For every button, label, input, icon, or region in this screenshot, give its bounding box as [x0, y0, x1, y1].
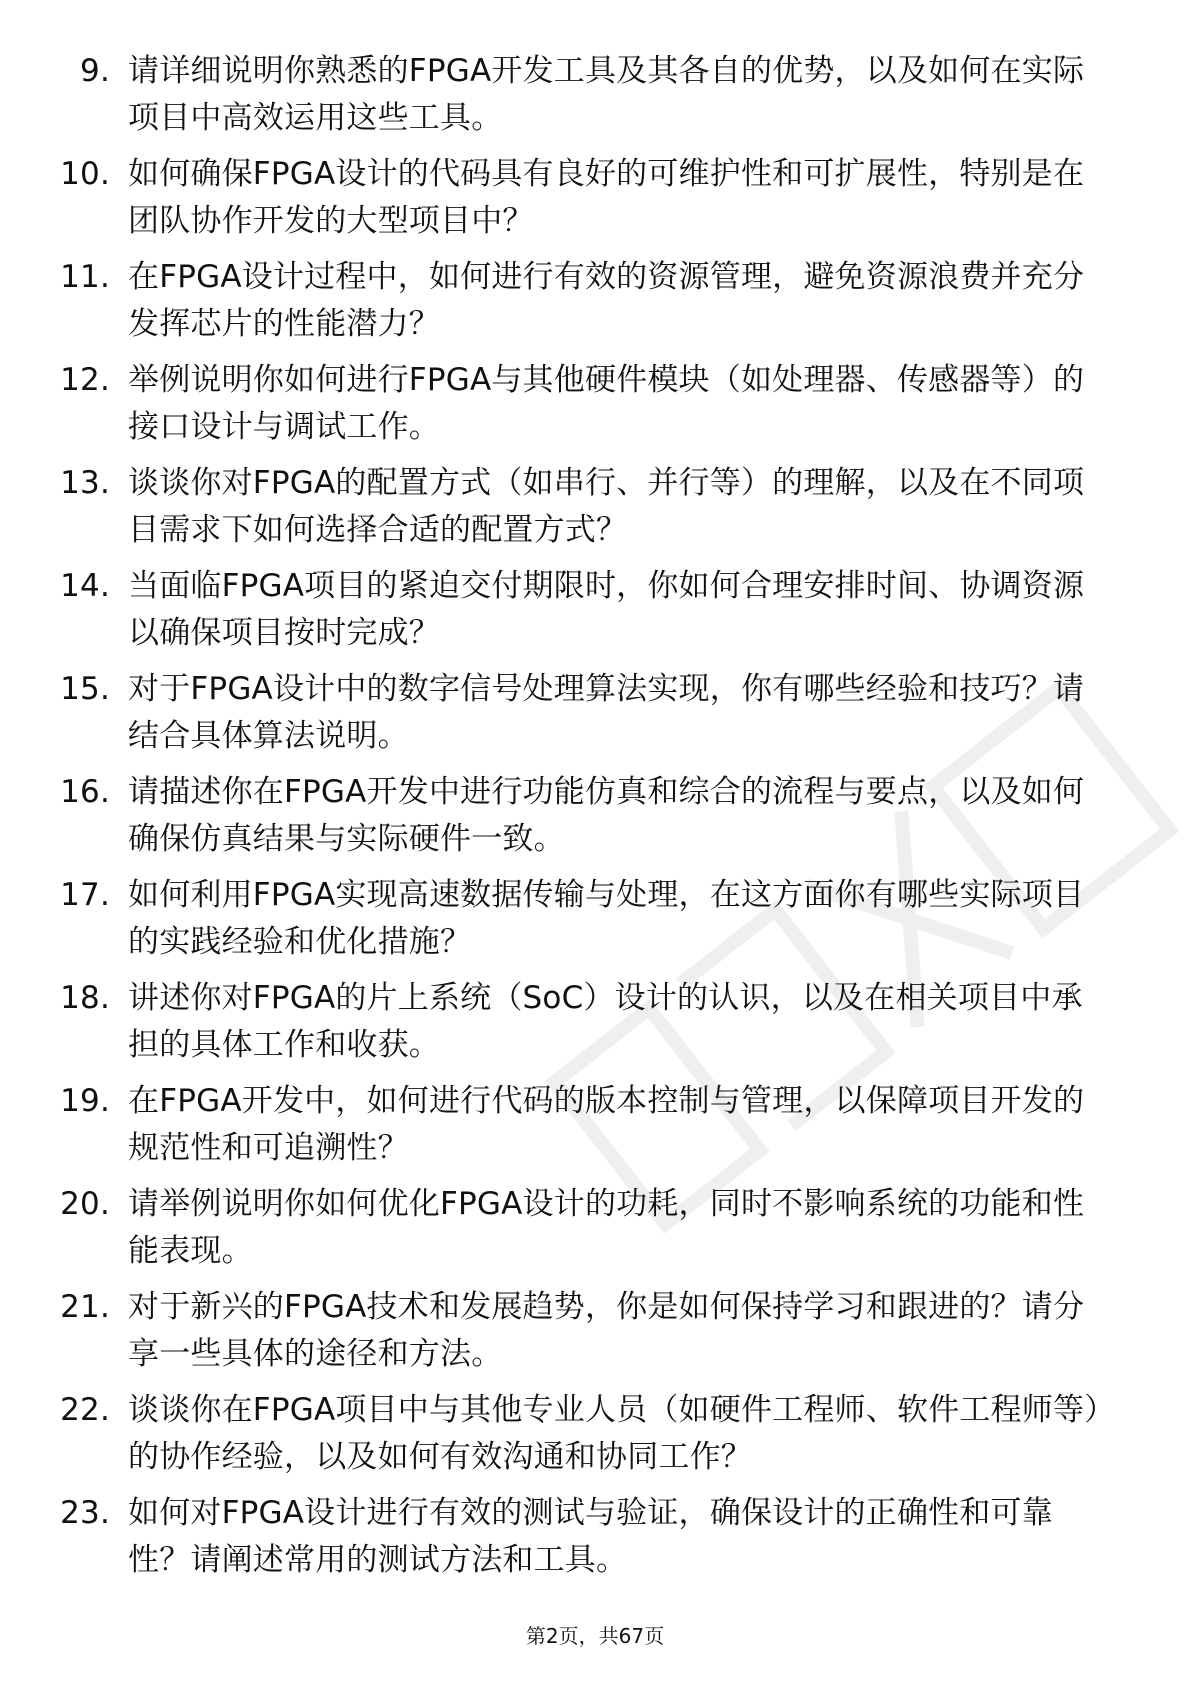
- question-item: [40, 1490, 1100, 1584]
- question-number: 15.: [60, 671, 110, 707]
- question-text: 对于新兴的FPGA技术和发展趋势，你是如何保持学习和跟进的？请分享一些具体的途径和方法。: [128, 1289, 1085, 1372]
- question-text: 当面临FPGA项目的紧迫交付期限时，你如何合理安排时间、协调资源以确保项目按时完成？: [128, 568, 1085, 651]
- question-number: 22.: [60, 1392, 110, 1428]
- question-list: [40, 48, 1100, 1593]
- question-item: [40, 666, 1100, 760]
- question-item: [40, 769, 1100, 863]
- question-item: [40, 975, 1100, 1069]
- question-number: 16.: [60, 774, 110, 810]
- question-text: 谈谈你对FPGA的配置方式（如串行、并行等）的理解，以及在不同项目需求下如何选择合适的配置方式？: [128, 465, 1085, 548]
- question-item: [40, 1078, 1100, 1172]
- question-item: [40, 254, 1100, 348]
- question-text: 如何利用FPGA实现高速数据传输与处理，在这方面你有哪些实际项目的实践经验和优化措施？: [128, 877, 1085, 960]
- question-text: 如何确保FPGA设计的代码具有良好的可维护性和可扩展性，特别是在团队协作开发的大型项目中？: [128, 156, 1085, 239]
- question-number: 23.: [60, 1495, 110, 1531]
- question-number: 18.: [60, 980, 110, 1016]
- question-text: 请详细说明你熟悉的FPGA开发工具及其各自的优势，以及如何在实际项目中高效运用这些工具。: [128, 53, 1085, 136]
- question-text: 在FPGA设计过程中，如何进行有效的资源管理，避免资源浪费并充分发挥芯片的性能潜力？: [128, 259, 1085, 342]
- question-number: 17.: [60, 877, 110, 913]
- question-text: 举例说明你如何进行FPGA与其他硬件模块（如处理器、传感器等）的接口设计与调试工作。: [128, 362, 1085, 445]
- question-number: 20.: [60, 1186, 110, 1222]
- question-number: 9.: [80, 53, 110, 89]
- question-item: [40, 1181, 1100, 1275]
- question-text: 请举例说明你如何优化FPGA设计的功耗，同时不影响系统的功能和性能表现。: [128, 1186, 1085, 1269]
- question-number: 13.: [60, 465, 110, 501]
- question-number: 11.: [60, 259, 110, 295]
- question-number: 14.: [60, 568, 110, 604]
- question-text: 请描述你在FPGA开发中进行功能仿真和综合的流程与要点，以及如何确保仿真结果与实际硬件一致。: [128, 774, 1085, 857]
- question-item: [40, 563, 1100, 657]
- question-item: [40, 1387, 1100, 1481]
- question-text: 讲述你对FPGA的片上系统（SoC）设计的认识，以及在相关项目中承担的具体工作和收获。: [128, 980, 1083, 1063]
- question-number: 19.: [60, 1083, 110, 1119]
- question-number: 21.: [60, 1289, 110, 1325]
- question-text: 对于FPGA设计中的数字信号处理算法实现，你有哪些经验和技巧？请结合具体算法说明。: [128, 671, 1085, 754]
- page-number-footer: 第2页，共67页: [525, 1624, 665, 1648]
- question-number: 12.: [60, 362, 110, 398]
- question-item: [40, 48, 1100, 142]
- question-number: 10.: [60, 156, 110, 192]
- question-text: 在FPGA开发中，如何进行代码的版本控制与管理，以保障项目开发的规范性和可追溯性？: [128, 1083, 1085, 1166]
- question-item: [40, 872, 1100, 966]
- question-item: [40, 357, 1100, 451]
- question-item: [40, 460, 1100, 554]
- question-text: 如何对FPGA设计进行有效的测试与验证，确保设计的正确性和可靠性？请阐述常用的测试方法和工具。: [128, 1495, 1053, 1578]
- question-text: 谈谈你在FPGA项目中与其他专业人员（如硬件工程师、软件工程师等）的协作经验，以及如何有效沟通和协同工作？: [128, 1392, 1100, 1475]
- question-item: [40, 1284, 1100, 1378]
- question-item: [40, 151, 1100, 245]
